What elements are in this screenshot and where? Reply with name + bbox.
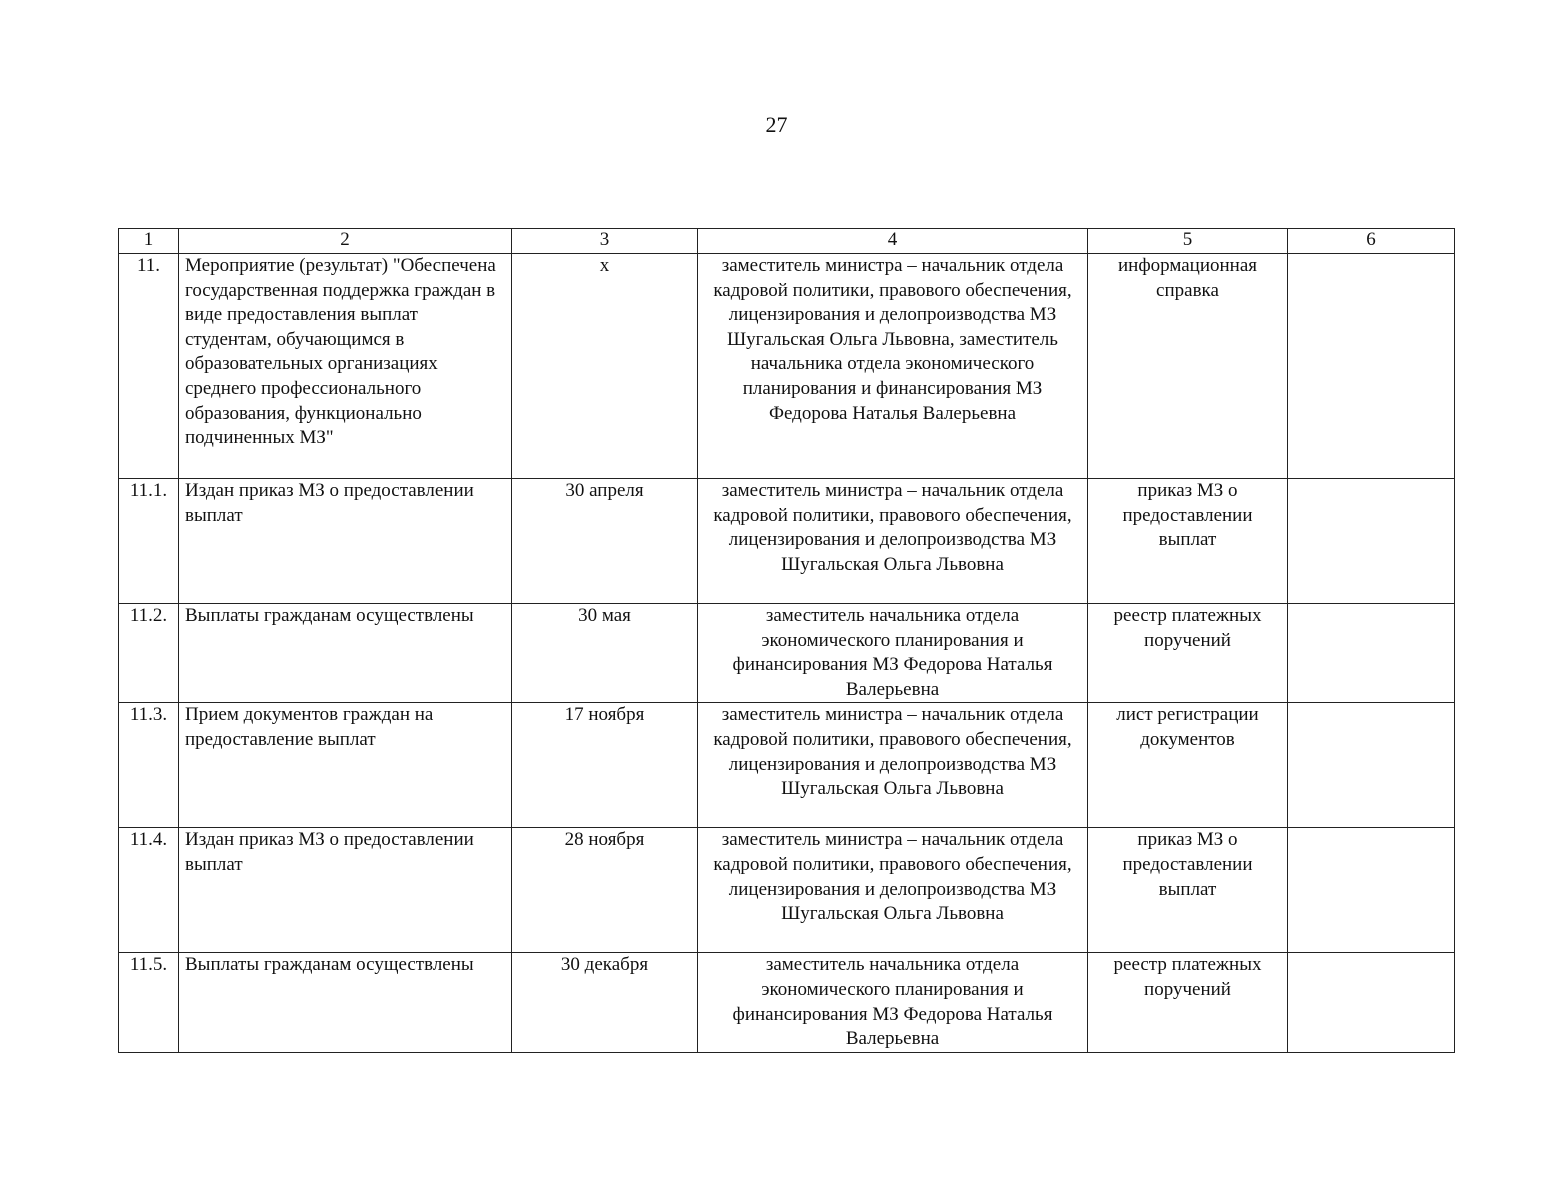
row-number: 11.1. bbox=[119, 479, 179, 604]
event-name: Выплаты гражданам осуществлены bbox=[179, 953, 512, 1052]
responsible-person: заместитель министра – начальник отдела кадровой политики, правового обеспечения, лицензирования и делопроизводства МЗ Шугальская Ольга Львовна bbox=[698, 479, 1088, 604]
column-6-cell bbox=[1288, 479, 1455, 604]
row-number: 11. bbox=[119, 254, 179, 479]
header-cell-4: 4 bbox=[698, 229, 1088, 254]
page-number: 27 bbox=[765, 112, 788, 137]
responsible-person: заместитель министра – начальник отдела кадровой политики, правового обеспечения, лицензирования и делопроизводства МЗ Шугальская Ольга Львовна, заместитель начальника отдела экономического планирования и финансирования МЗ Федорова Наталья Валерьевна bbox=[698, 254, 1088, 479]
event-name: Издан приказ МЗ о предоставлении выплат bbox=[179, 828, 512, 953]
event-name: Мероприятие (результат) "Обеспечена государственная поддержка граждан в виде предоставления выплат студентам, обучающимся в образовательных организациях среднего профессионального образования, функционально подчиненных МЗ" bbox=[179, 254, 512, 479]
column-6-cell bbox=[1288, 604, 1455, 703]
column-6-cell bbox=[1288, 703, 1455, 828]
header-cell-3: 3 bbox=[512, 229, 698, 254]
table-row bbox=[119, 604, 1455, 703]
event-name: Прием документов граждан на предоставление выплат bbox=[179, 703, 512, 828]
header-cell-1: 1 bbox=[119, 229, 179, 254]
event-term: 30 апреля bbox=[512, 479, 698, 604]
responsible-person: заместитель начальника отдела экономического планирования и финансирования МЗ Федорова Наталья Валерьевна bbox=[698, 604, 1088, 703]
event-term: 28 ноября bbox=[512, 828, 698, 953]
header-cell-6: 6 bbox=[1288, 229, 1455, 254]
table-row bbox=[119, 479, 1455, 604]
column-6-cell bbox=[1288, 953, 1455, 1052]
responsible-person: заместитель начальника отдела экономического планирования и финансирования МЗ Федорова Наталья Валерьевна bbox=[698, 953, 1088, 1052]
event-term: х bbox=[512, 254, 698, 479]
table-header-row bbox=[119, 229, 1455, 254]
table-row bbox=[119, 254, 1455, 479]
table-row bbox=[119, 828, 1455, 953]
confirming-document: приказ МЗ о предоставлении выплат bbox=[1088, 479, 1288, 604]
confirming-document: реестр платежных поручений bbox=[1088, 604, 1288, 703]
responsible-person: заместитель министра – начальник отдела кадровой политики, правового обеспечения, лицензирования и делопроизводства МЗ Шугальская Ольга Львовна bbox=[698, 703, 1088, 828]
column-6-cell bbox=[1288, 828, 1455, 953]
column-6-cell bbox=[1288, 254, 1455, 479]
confirming-document: лист регистрации документов bbox=[1088, 703, 1288, 828]
row-number: 11.3. bbox=[119, 703, 179, 828]
event-name: Выплаты гражданам осуществлены bbox=[179, 604, 512, 703]
confirming-document: приказ МЗ о предоставлении выплат bbox=[1088, 828, 1288, 953]
confirming-document: информационная справка bbox=[1088, 254, 1288, 479]
confirming-document: реестр платежных поручений bbox=[1088, 953, 1288, 1052]
table-row bbox=[119, 703, 1455, 828]
header-cell-2: 2 bbox=[179, 229, 512, 254]
header-cell-5: 5 bbox=[1088, 229, 1288, 254]
plan-table bbox=[118, 228, 1455, 1053]
event-name: Издан приказ МЗ о предоставлении выплат bbox=[179, 479, 512, 604]
event-term: 17 ноября bbox=[512, 703, 698, 828]
row-number: 11.4. bbox=[119, 828, 179, 953]
event-term: 30 мая bbox=[512, 604, 698, 703]
row-number: 11.2. bbox=[119, 604, 179, 703]
table-row bbox=[119, 953, 1455, 1052]
row-number: 11.5. bbox=[119, 953, 179, 1052]
responsible-person: заместитель министра – начальник отдела кадровой политики, правового обеспечения, лицензирования и делопроизводства МЗ Шугальская Ольга Львовна bbox=[698, 828, 1088, 953]
event-term: 30 декабря bbox=[512, 953, 698, 1052]
